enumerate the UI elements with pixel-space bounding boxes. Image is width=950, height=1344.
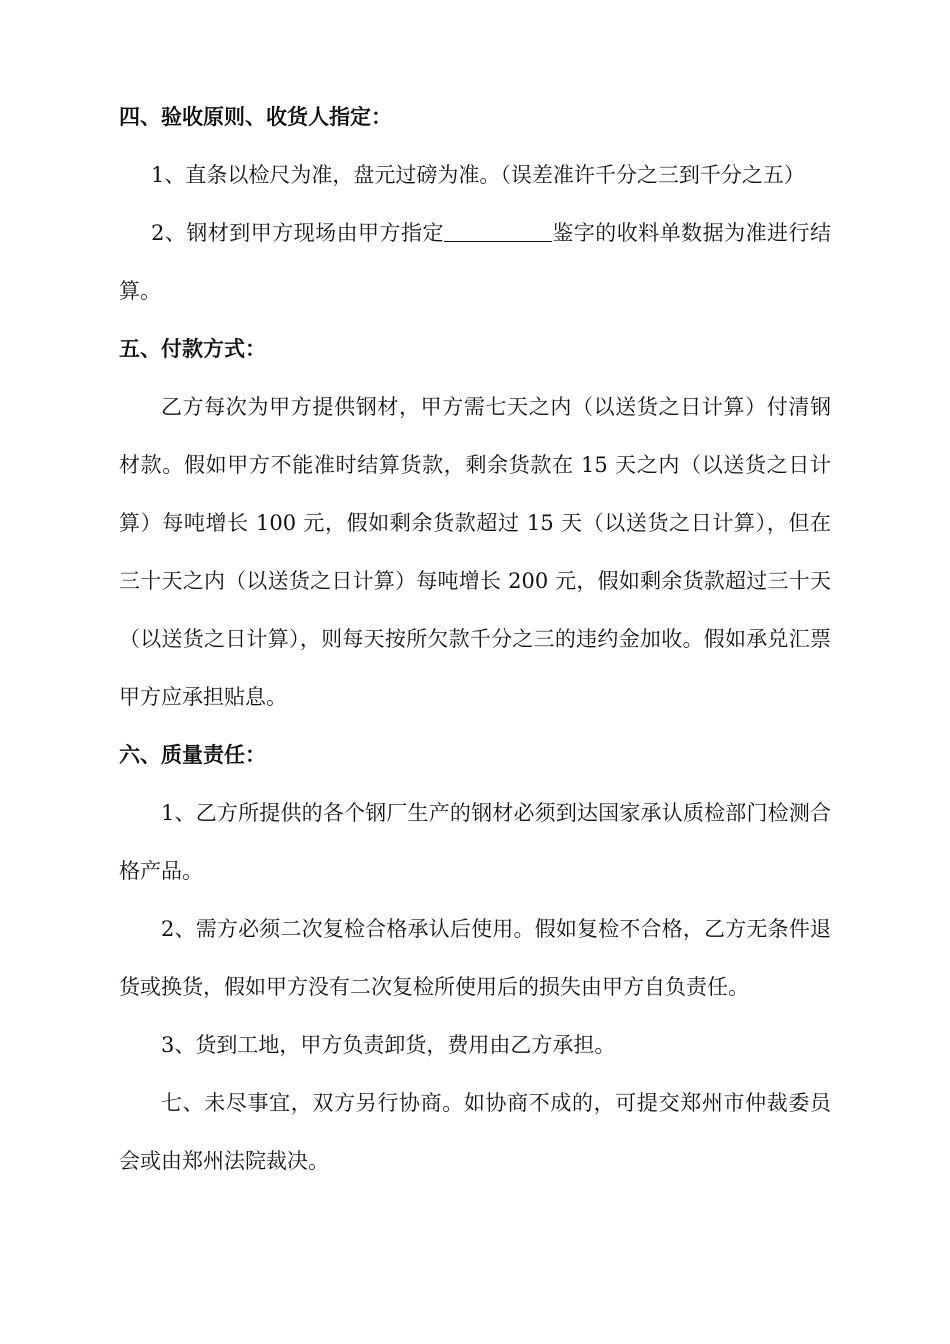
acceptance-2-text-after: 鉴字的收料单数据为准进行结算。 [119, 221, 831, 303]
section-heading-payment: 五、付款方式： [119, 336, 266, 361]
paragraph-quality-1: 1、乙方所提供的各个钢厂生产的钢材必须到达国家承认质检部门检测合格产品。 [119, 801, 831, 883]
section-heading-acceptance: 四、验收原则、收货人指定： [119, 104, 392, 129]
paragraph-acceptance-2 [119, 204, 831, 320]
document-body [119, 88, 831, 1190]
signature-blank-line [444, 221, 552, 242]
section-heading-quality: 六、质量责任： [119, 742, 266, 767]
paragraph-other-matters: 七、未尽事宜，双方另行协商。如协商不成的，可提交郑州市仲裁委员会或由郑州法院裁决。 [119, 1091, 831, 1173]
paragraph-quality-2: 2、需方必须二次复检合格承认后使用。假如复检不合格，乙方无条件退货或换货，假如甲方没有二次复检所使用后的损失由甲方自负责任。 [119, 917, 831, 999]
paragraph-quality-3: 3、货到工地，甲方负责卸货，费用由乙方承担。 [161, 1033, 616, 1057]
paragraph-acceptance-1: 1、直条以检尺为准，盘元过磅为准。（误差准许千分之三到千分之五） [151, 163, 805, 187]
acceptance-2-text-before: 2、钢材到甲方现场由甲方指定 [151, 221, 444, 245]
paragraph-payment: 乙方每次为甲方提供钢材，甲方需七天之内（以送货之日计算）付清钢材款。假如甲方不能准时结算货款，剩余货款在 15 天之内（以送货之日计算）每吨增长 100 元，假如剩余货款超过 15 天（以送货之日计算），但在三十天之内（以送货之日计算）每吨增长 200 元，假如剩余货款超过三十天（以送货之日计算），则每天按所欠款千分之三的违约金加收。假如承兑汇票甲方应承担贴息。 [119, 395, 831, 709]
